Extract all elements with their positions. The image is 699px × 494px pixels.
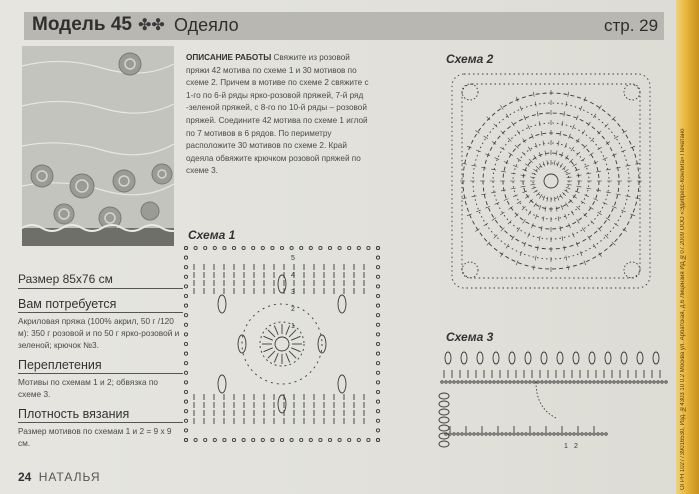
stitch-mark	[264, 348, 273, 352]
chain-stitch	[613, 381, 615, 383]
chain-stitch	[593, 381, 595, 383]
chain-stitch	[223, 246, 226, 249]
chain-stitch	[573, 381, 575, 383]
chain-stitch	[589, 433, 591, 435]
leaf-stitch	[637, 352, 643, 364]
gauge-heading: Плотность вязания	[18, 407, 183, 423]
chain-stitch	[577, 433, 579, 435]
chain-stitch	[549, 381, 551, 383]
stitch-mark	[268, 351, 275, 358]
chain-stitch	[376, 275, 379, 278]
stitch-mark	[291, 348, 300, 352]
chain-stitch	[184, 352, 187, 355]
chain-stitch	[537, 433, 539, 435]
chain-stitch	[184, 342, 187, 345]
chain-stitch	[533, 381, 535, 383]
chain-stitch	[252, 246, 255, 249]
chain-stitch	[261, 246, 264, 249]
stitch-spoke	[466, 187, 536, 216]
chain-stitch	[561, 433, 563, 435]
scheme-1-row-label: 3	[291, 289, 295, 296]
chain-stitch	[661, 381, 663, 383]
chain-stitch	[223, 438, 226, 441]
chain-stitch	[509, 433, 511, 435]
chain-stitch	[445, 433, 447, 435]
chain-stitch	[280, 438, 283, 441]
stitch-spoke	[557, 96, 586, 166]
chain-stitch	[465, 381, 467, 383]
chain-stitch	[565, 433, 567, 435]
description-text: Свяжите из розовой пряжи 42 мотива по схеме 1 и 30 мотивов по схеме 2. Причем в мотиве по схеме 2 свяжите с 1-го по 6-й ряды ярко-розовой пряжей, 7-й ряд -зеленой пряжей, с 8-го по 10-й ряды – розовой пряжей. Соедините 42 мотива по схеме 1 иглой по 7 мотивов в 6 рядов. По периметру расположите 30 мотивов по схеме 2. Край одеяла обвяжите крючком розовой пряжей по схеме 3.	[186, 53, 369, 176]
chain-stitch	[557, 381, 559, 383]
leaf-stitch	[218, 375, 226, 393]
stitch-spoke	[554, 91, 569, 166]
ornament-icon: ✤✤	[138, 17, 165, 34]
chain-stitch	[473, 381, 475, 383]
chain-stitch	[601, 433, 603, 435]
leaf-stitch	[439, 401, 449, 407]
chain-stitch	[621, 381, 623, 383]
chain-stitch	[557, 433, 559, 435]
chain-stitch	[184, 438, 187, 441]
chain-stitch	[449, 381, 451, 383]
chain-stitch	[665, 381, 667, 383]
stitch-spoke	[567, 184, 642, 199]
chain-stitch	[573, 433, 575, 435]
chain-stitch	[290, 438, 293, 441]
page-title: Одеяло	[174, 15, 239, 35]
chain-stitch	[525, 433, 527, 435]
chain-stitch	[184, 266, 187, 269]
chain-stitch	[493, 433, 495, 435]
chain-stitch	[271, 246, 274, 249]
chain-stitch	[441, 381, 443, 383]
stitch-mark	[274, 326, 278, 335]
chain-stitch	[309, 246, 312, 249]
spine-imprint: ОГРН 1027739016530, Изд. №4303 10 0.2 Москва ул. Арбатская, д.6 Лицензия ИД №07.2009 ООО «Эдипресс-Конлига» Печатано	[680, 128, 686, 490]
chain-stitch	[509, 381, 511, 383]
chain-stitch	[537, 381, 539, 383]
chain-stitch	[376, 438, 379, 441]
leaf-stitch	[439, 417, 449, 423]
stitch-spoke	[516, 96, 545, 166]
chain-stitch	[184, 390, 187, 393]
stitch-spoke	[560, 105, 602, 168]
chain-stitch	[376, 400, 379, 403]
stitch-spoke	[533, 91, 548, 166]
chain-stitch	[184, 419, 187, 422]
stitch-spoke	[560, 194, 602, 257]
chain-stitch	[328, 246, 331, 249]
chain-stitch	[657, 381, 659, 383]
chain-stitch	[309, 438, 312, 441]
leaf-stitch	[461, 352, 467, 364]
chain-stitch	[338, 246, 341, 249]
chain-stitch	[184, 429, 187, 432]
chain-stitch	[376, 381, 379, 384]
corner-loop	[624, 262, 640, 278]
chain-stitch	[184, 275, 187, 278]
scheme-3-row-label: 2	[574, 443, 578, 450]
chain-stitch	[376, 256, 379, 259]
chain-stitch	[184, 333, 187, 336]
leaf-stitch	[621, 352, 627, 364]
scheme-1-row-label: 4	[291, 272, 295, 279]
chain-stitch	[290, 246, 293, 249]
stitch-spoke	[567, 163, 642, 178]
chain-stitch	[541, 381, 543, 383]
chain-stitch	[569, 381, 571, 383]
chain-stitch	[184, 323, 187, 326]
chain-stitch	[641, 381, 643, 383]
stitch-spoke	[564, 190, 627, 232]
chain-stitch	[593, 433, 595, 435]
chain-stitch	[481, 433, 483, 435]
leaf-stitch	[218, 295, 226, 313]
chain-stitch	[242, 246, 245, 249]
scheme-2-diagram	[448, 70, 654, 292]
leaf-stitch	[653, 352, 659, 364]
chain-stitch	[453, 381, 455, 383]
chain-stitch	[553, 433, 555, 435]
leaf-stitch	[445, 352, 451, 364]
chain-stitch	[577, 381, 579, 383]
chain-stitch	[213, 246, 216, 249]
chain-stitch	[184, 285, 187, 288]
chain-stitch	[581, 381, 583, 383]
page-number-label: стр. 29	[604, 16, 659, 35]
chain-stitch	[517, 381, 519, 383]
leaf-stitch	[573, 352, 579, 364]
chain-stitch	[541, 433, 543, 435]
chain-stitch	[601, 381, 603, 383]
chain-stitch	[376, 419, 379, 422]
chain-stitch	[457, 381, 459, 383]
chain-stitch	[569, 433, 571, 435]
chain-stitch	[505, 381, 507, 383]
chain-stitch	[376, 429, 379, 432]
chain-stitch	[376, 314, 379, 317]
chain-stitch	[653, 381, 655, 383]
scheme-3-diagram	[436, 348, 672, 460]
materials-heading: Вам потребуется	[18, 297, 183, 313]
chain-stitch	[461, 381, 463, 383]
stitches-heading: Переплетения	[18, 358, 183, 374]
leaf-stitch	[605, 352, 611, 364]
chain-stitch	[565, 381, 567, 383]
chain-stitch	[184, 371, 187, 374]
chain-stitch	[184, 304, 187, 307]
chain-stitch	[485, 381, 487, 383]
chain-stitch	[477, 381, 479, 383]
stitch-mark	[289, 351, 296, 358]
leaf-stitch	[525, 352, 531, 364]
chain-stitch	[184, 256, 187, 259]
stitch-spoke	[566, 187, 636, 216]
chain-stitch	[184, 314, 187, 317]
stitch-spoke	[516, 196, 545, 266]
chain-stitch	[513, 433, 515, 435]
chain-stitch	[213, 438, 216, 441]
chain-stitch	[184, 362, 187, 365]
footer-page-number: 24	[18, 470, 32, 484]
chain-stitch	[204, 438, 207, 441]
stitches-text: Мотивы по схемам 1 и 2; обвязка по схеме 3.	[18, 377, 159, 399]
chain-stitch	[376, 323, 379, 326]
chain-stitch	[545, 381, 547, 383]
chain-stitch	[485, 433, 487, 435]
outer-round	[242, 304, 322, 384]
chain-stitch	[489, 433, 491, 435]
chain-stitch	[533, 433, 535, 435]
leaf-stitch	[439, 409, 449, 415]
stitch-spoke	[461, 184, 536, 199]
stitch-mark	[274, 353, 278, 362]
chain-stitch	[549, 433, 551, 435]
chain-stitch	[605, 381, 607, 383]
chain-stitch	[617, 381, 619, 383]
chain-stitch	[521, 433, 523, 435]
chain-stitch	[376, 390, 379, 393]
work-description	[186, 52, 371, 178]
chain-stitch	[497, 433, 499, 435]
chain-stitch	[585, 381, 587, 383]
chain-stitch	[376, 410, 379, 413]
leaf-stitch	[439, 393, 449, 399]
chain-stitch	[629, 381, 631, 383]
leaf-stitch	[338, 375, 346, 393]
chain-stitch	[501, 433, 503, 435]
chain-stitch	[525, 381, 527, 383]
scheme-3-row-label: 1	[564, 443, 568, 450]
chain-stitch	[184, 294, 187, 297]
stitch-mark	[289, 330, 296, 337]
gauge-text: Размер мотивов по схемам 1 и 2 = 9 x 9 см.	[18, 426, 172, 448]
stitch-spoke	[533, 197, 548, 272]
chain-stitch	[637, 381, 639, 383]
chain-stitch	[545, 433, 547, 435]
stitch-spoke	[475, 190, 538, 232]
leaf-stitch	[278, 395, 286, 413]
chain-stitch	[232, 246, 235, 249]
chain-stitch	[473, 433, 475, 435]
center-ring	[544, 174, 558, 188]
chain-stitch	[529, 381, 531, 383]
stitch-mark	[291, 336, 300, 340]
model-number: Модель 45	[32, 14, 132, 35]
chain-stitch	[597, 433, 599, 435]
leaf-stitch	[439, 425, 449, 431]
scheme-1-label: Схема 1	[188, 228, 236, 242]
chain-stitch	[581, 433, 583, 435]
chain-stitch	[338, 438, 341, 441]
chain-stitch	[357, 246, 360, 249]
chain-stitch	[376, 352, 379, 355]
description-heading: ОПИСАНИЕ РАБОТЫ	[186, 53, 272, 62]
chain-stitch	[252, 438, 255, 441]
chain-stitch	[609, 381, 611, 383]
leaf-stitch	[278, 275, 286, 293]
chain-stitch	[242, 438, 245, 441]
chain-stitch	[184, 400, 187, 403]
blanket-photo	[22, 46, 174, 246]
chain-stitch	[561, 381, 563, 383]
chain-stitch	[319, 438, 322, 441]
project-info	[18, 272, 183, 449]
chain-stitch	[376, 285, 379, 288]
chain-stitch	[497, 381, 499, 383]
chain-stitch	[367, 246, 370, 249]
chain-stitch	[457, 433, 459, 435]
stitch-mark	[286, 326, 290, 335]
chain-stitch	[453, 433, 455, 435]
chain-stitch	[194, 246, 197, 249]
chain-stitch	[589, 381, 591, 383]
leaf-stitch	[338, 295, 346, 313]
chain-stitch	[319, 246, 322, 249]
scheme-1-diagram	[182, 244, 382, 444]
chain-stitch	[553, 381, 555, 383]
chain-stitch	[204, 246, 207, 249]
chain-stitch	[477, 433, 479, 435]
chain-stitch	[649, 381, 651, 383]
chain-stitch	[376, 333, 379, 336]
scheme-2-label: Схема 2	[446, 52, 494, 66]
stitch-spoke	[554, 197, 569, 272]
chain-stitch	[469, 381, 471, 383]
center-ring	[275, 337, 289, 351]
leaf-stitch	[541, 352, 547, 364]
chain-stitch	[489, 381, 491, 383]
chain-stitch	[376, 362, 379, 365]
leaf-stitch	[493, 352, 499, 364]
chain-stitch	[184, 410, 187, 413]
stitch-mark	[264, 336, 273, 340]
size-label: Размер 85x76 см	[18, 272, 183, 289]
chain-stitch	[367, 438, 370, 441]
materials-text: Акриловая пряжа (100% акрил, 50 г /120 м): 350 г розовой и по 50 г ярко-розовой и зеленой; крючок №3.	[18, 316, 180, 350]
corner-loop	[462, 84, 478, 100]
magazine-name: НАТАЛЬЯ	[38, 470, 101, 484]
stitch-mark	[268, 330, 275, 337]
scheme-1-row-label: 5	[291, 255, 295, 262]
chain-stitch	[529, 433, 531, 435]
stitch-spoke	[500, 105, 542, 168]
chain-stitch	[376, 266, 379, 269]
chain-stitch	[271, 438, 274, 441]
stitch-spoke	[566, 146, 636, 175]
stitch-mark	[286, 353, 290, 362]
chain-stitch	[300, 246, 303, 249]
chain-stitch	[232, 438, 235, 441]
chain-stitch	[348, 438, 351, 441]
chain-stitch	[505, 433, 507, 435]
chain-stitch	[633, 381, 635, 383]
stitch-spoke	[461, 163, 536, 178]
page-footer	[18, 470, 101, 484]
leaf-stitch	[439, 441, 449, 447]
chain-stitch	[521, 381, 523, 383]
leaf-stitch	[477, 352, 483, 364]
leaf-stitch	[509, 352, 515, 364]
chain-stitch	[585, 433, 587, 435]
leaf-stitch	[589, 352, 595, 364]
corner-loop	[462, 262, 478, 278]
chain-stitch	[597, 381, 599, 383]
chain-stitch	[300, 438, 303, 441]
chain-stitch	[376, 294, 379, 297]
chain-stitch	[328, 438, 331, 441]
chain-stitch	[465, 433, 467, 435]
chain-stitch	[445, 381, 447, 383]
stitch-spoke	[557, 196, 586, 266]
chain-stitch	[357, 438, 360, 441]
crochet-roses-image	[22, 46, 174, 246]
chain-stitch	[481, 381, 483, 383]
stitch-spoke	[466, 146, 536, 175]
corner-arc	[536, 382, 556, 418]
chain-stitch	[513, 381, 515, 383]
chain-stitch	[280, 246, 283, 249]
chain-stitch	[469, 433, 471, 435]
chain-stitch	[184, 246, 187, 249]
chain-stitch	[493, 381, 495, 383]
chain-stitch	[449, 433, 451, 435]
chain-stitch	[376, 371, 379, 374]
scheme-1-row-label: 1	[291, 323, 295, 330]
leaf-stitch	[557, 352, 563, 364]
chain-stitch	[645, 381, 647, 383]
scheme-3-label: Схема 3	[446, 330, 494, 344]
chain-stitch	[517, 433, 519, 435]
chain-stitch	[376, 304, 379, 307]
chain-stitch	[194, 438, 197, 441]
chain-stitch	[376, 342, 379, 345]
chain-stitch	[184, 381, 187, 384]
chain-stitch	[625, 381, 627, 383]
chain-stitch	[501, 381, 503, 383]
scheme-1-row-label: 2	[291, 306, 295, 313]
chain-stitch	[261, 438, 264, 441]
corner-loop	[624, 84, 640, 100]
leaf-stitch	[238, 335, 246, 353]
chain-stitch	[461, 433, 463, 435]
chain-stitch	[348, 246, 351, 249]
chain-stitch	[605, 433, 607, 435]
chain-stitch	[376, 246, 379, 249]
